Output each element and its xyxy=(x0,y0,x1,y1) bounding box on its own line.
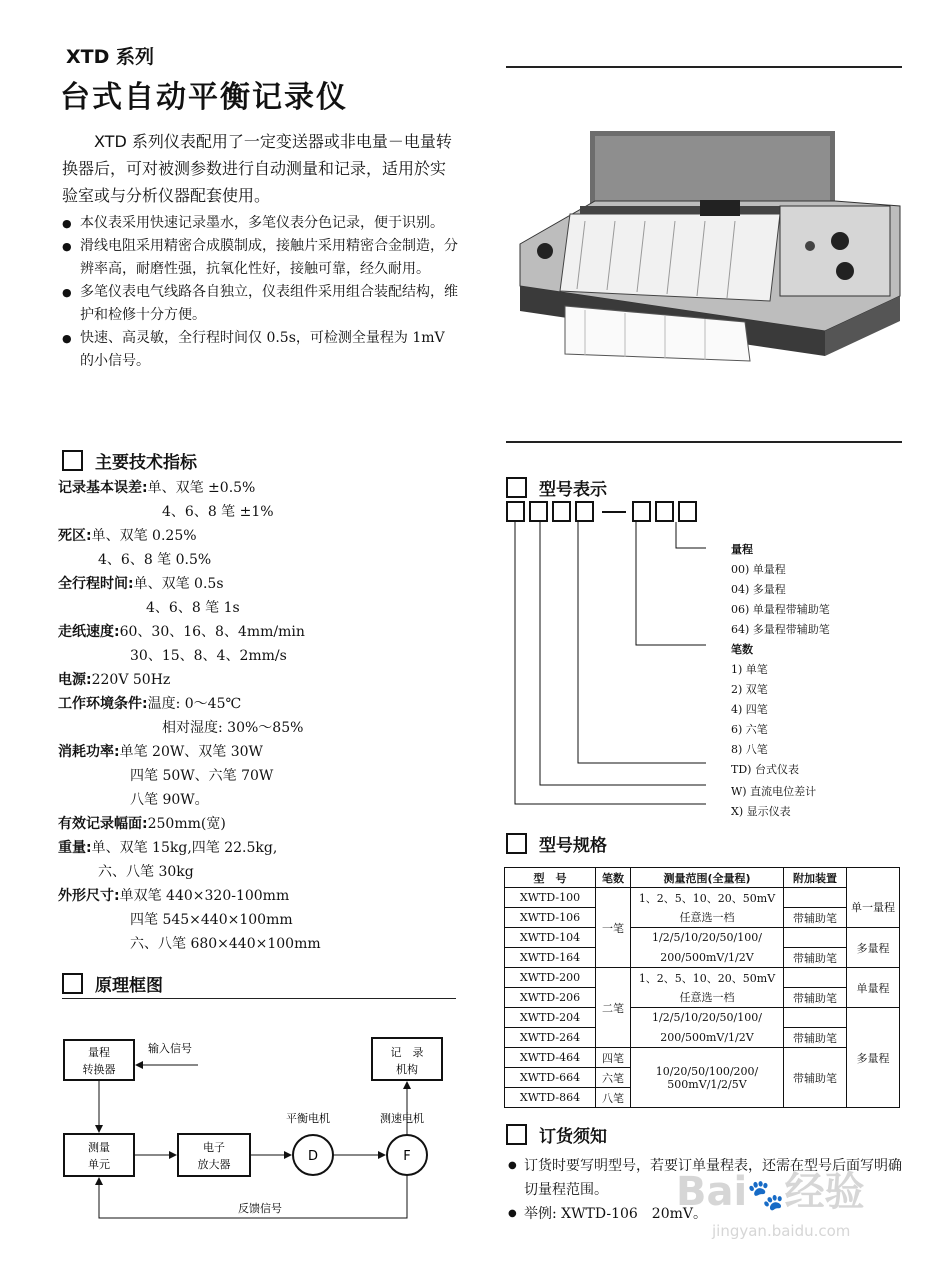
table-row: XWTD-206 任意选一档 带辅助笔 xyxy=(505,988,900,1008)
spec-row: 六、八笔 30kg xyxy=(98,864,194,880)
spec-list xyxy=(58,476,458,956)
table-row: XWTD-104 1/2/5/10/20/50/100/ 多量程 xyxy=(505,928,900,948)
spec-row: 工作环境条件:温度: 0～45℃ xyxy=(58,696,242,712)
model-spec-heading xyxy=(506,831,607,856)
legend-entry: 6) 六笔 xyxy=(731,723,768,736)
order-item: ● 举例: XWTD-106 20mV。 xyxy=(508,1202,903,1226)
diagram-heading-text: 原理框图 xyxy=(95,976,163,996)
series-label: XTD 系列 xyxy=(66,46,154,68)
measuring-unit-line2: 单元 xyxy=(88,1158,110,1171)
paw-icon: 🐾 xyxy=(747,1178,785,1213)
legend-entry: 1) 单笔 xyxy=(731,663,768,676)
model-spec-table xyxy=(504,867,900,1108)
feature-item: ● 快速、高灵敏，全行程时间仅 0.5s，可检测全量程为 1mV 的小信号。 xyxy=(62,327,462,373)
spec-row: 30、15、8、4、2mm/s xyxy=(130,648,287,664)
spec-row: 外形尺寸:单双笔 440×320-100mm xyxy=(58,888,290,904)
table-row: XWTD-204 1/2/5/10/20/50/100/ 多量程 xyxy=(505,1008,900,1028)
recorder-line2: 机构 xyxy=(396,1063,418,1076)
spec-row: 4、6、8 笔 1s xyxy=(146,600,240,616)
legend-entry: 4) 四笔 xyxy=(731,703,768,716)
spec-row: 4、6、8 笔 0.5% xyxy=(98,552,212,568)
spec-row: 电源:220V 50Hz xyxy=(58,672,171,688)
checkbox-square-icon xyxy=(506,833,527,854)
spec-row: 全行程时间:单、双笔 0.5s xyxy=(58,576,224,592)
feature-item: ● 本仪表采用快速记录墨水，多笔仪表分色记录，便于识别。 xyxy=(62,212,462,235)
code-box xyxy=(655,501,674,522)
spec-row: 重量:单、双笔 15kg,四笔 22.5kg, xyxy=(58,840,278,856)
table-row: XWTD-864 八笔 xyxy=(505,1088,900,1108)
spec-row: 消耗功率:单笔 20W、双笔 30W xyxy=(58,744,263,760)
spec-row: 死区:单、双笔 0.25% xyxy=(58,528,197,544)
amplifier-line1: 电子 xyxy=(203,1141,225,1154)
legend-entry: 00) 单量程 xyxy=(731,563,786,576)
order-item: ● 订货时要写明型号，若要订单量程表，还需在型号后面写明确切量程范围。 xyxy=(508,1154,903,1202)
amplifier-line2: 放大器 xyxy=(197,1158,231,1171)
legend-entry: 04) 多量程 xyxy=(731,583,786,596)
code-box xyxy=(552,501,571,522)
code-legend xyxy=(731,541,830,823)
input-signal-label: 输入信号 xyxy=(148,1042,192,1055)
feature-item: ● 滑线电阻采用精密合成膜制成，接触片采用精密合金制造，分辨率高，耐磨性强，抗氧化性好，接触可靠，经久耐用。 xyxy=(62,235,462,281)
legend-entry: 2) 双笔 xyxy=(731,683,768,696)
code-dash xyxy=(602,511,626,513)
feedback-label: 反馈信号 xyxy=(238,1202,282,1215)
code-box xyxy=(575,501,594,522)
speed-motor-f: F xyxy=(403,1149,411,1164)
specs-heading xyxy=(62,448,197,473)
mid-rule xyxy=(506,441,902,443)
feature-item: ● 多笔仪表电气线路各自独立，仪表组件采用组合装配结构，维护和检修十分方便。 xyxy=(62,281,462,327)
table-row: XWTD-264 200/500mV/1/2V 带辅助笔 xyxy=(505,1028,900,1048)
table-row: XWTD-200 二笔 1、2、5、10、20、50mV 单量程 xyxy=(505,968,900,988)
specs-heading-text: 主要技术指标 xyxy=(95,453,197,473)
code-box xyxy=(529,501,548,522)
legend-entry: 06) 单量程带辅助笔 xyxy=(731,603,830,616)
spec-row: 记录基本误差:单、双笔 ±0.5% xyxy=(58,480,256,496)
watermark-logo: Bai🐾经验 xyxy=(676,1169,865,1215)
checkbox-square-icon xyxy=(62,450,83,471)
block-diagram xyxy=(58,1010,458,1234)
diagram-heading xyxy=(62,971,163,996)
top-rule xyxy=(506,66,902,68)
spec-row: 八笔 90W。 xyxy=(130,792,209,808)
code-box xyxy=(632,501,651,522)
legend-entry: 64) 多量程带辅助笔 xyxy=(731,623,830,636)
page-title: 台式自动平衡记录仪 xyxy=(60,80,348,115)
diagram-rule xyxy=(62,998,456,999)
model-code-boxes xyxy=(506,501,701,522)
spec-row: 相对湿度: 30%～85% xyxy=(162,720,304,736)
legend-range-title: 量程 xyxy=(731,543,753,556)
legend-entry: 8) 八笔 xyxy=(731,743,768,756)
intro-paragraph: XTD 系列仪表配用了一定变送器或非电量－电量转换器后，可对被测参数进行自动测量和记录，适用於实验室或与分析仪器配套使用。 xyxy=(62,132,452,205)
range-converter-line1: 量程 xyxy=(88,1046,110,1059)
table-row: XWTD-664 六笔 xyxy=(505,1068,900,1088)
spec-row: 四笔 50W、六笔 70W xyxy=(130,768,274,784)
feature-list xyxy=(62,212,462,373)
checkbox-square-icon xyxy=(62,973,83,994)
code-leader-lines xyxy=(506,520,706,810)
table-row: XWTD-100 一笔 1、2、5、10、20、50mV 单一量程 xyxy=(505,888,900,908)
checkbox-square-icon xyxy=(506,1124,527,1145)
table-row: XWTD-106 任意选一档 带辅助笔 xyxy=(505,908,900,928)
model-code-heading xyxy=(506,475,607,500)
legend-entry: TD) 台式仪表 xyxy=(731,763,799,776)
range-converter-line2: 转换器 xyxy=(82,1063,116,1076)
checkbox-square-icon xyxy=(506,477,527,498)
spec-row: 六、八笔 680×440×100mm xyxy=(130,936,321,952)
model-spec-heading-text: 型号规格 xyxy=(539,836,607,856)
legend-entry: W) 直流电位差计 xyxy=(731,785,817,798)
legend-pens-title: 笔数 xyxy=(731,643,753,656)
recorder-line1: 记 录 xyxy=(390,1046,424,1059)
balance-motor-d: D xyxy=(307,1149,319,1164)
table-row: XWTD-464 四笔 10/20/50/100/200/ 500mV/1/2/5V 带辅助笔 xyxy=(505,1048,900,1068)
table-row: XWTD-164 200/500mV/1/2V 带辅助笔 xyxy=(505,948,900,968)
order-heading xyxy=(506,1122,607,1147)
spec-row: 有效记录幅面:250mm(宽) xyxy=(58,816,226,832)
spec-row: 4、6、8 笔 ±1% xyxy=(162,504,274,520)
product-photo xyxy=(505,126,905,376)
order-heading-text: 订货须知 xyxy=(539,1127,607,1147)
watermark-url: jingyan.baidu.com xyxy=(712,1222,851,1240)
balance-motor-label: 平衡电机 xyxy=(286,1112,330,1125)
legend-entry: X) 显示仪表 xyxy=(731,805,791,818)
code-box xyxy=(506,501,525,522)
spec-row: 走纸速度:60、30、16、8、4mm/min xyxy=(58,624,305,640)
speed-motor-label: 测速电机 xyxy=(380,1112,424,1125)
model-code-heading-text: 型号表示 xyxy=(539,480,607,500)
code-box xyxy=(678,501,697,522)
measuring-unit-line1: 测量 xyxy=(88,1141,110,1154)
table-header-row: 型 号 笔数 测量范围(全量程) 附加装置 xyxy=(505,868,900,888)
spec-row: 四笔 545×440×100mm xyxy=(130,912,293,928)
